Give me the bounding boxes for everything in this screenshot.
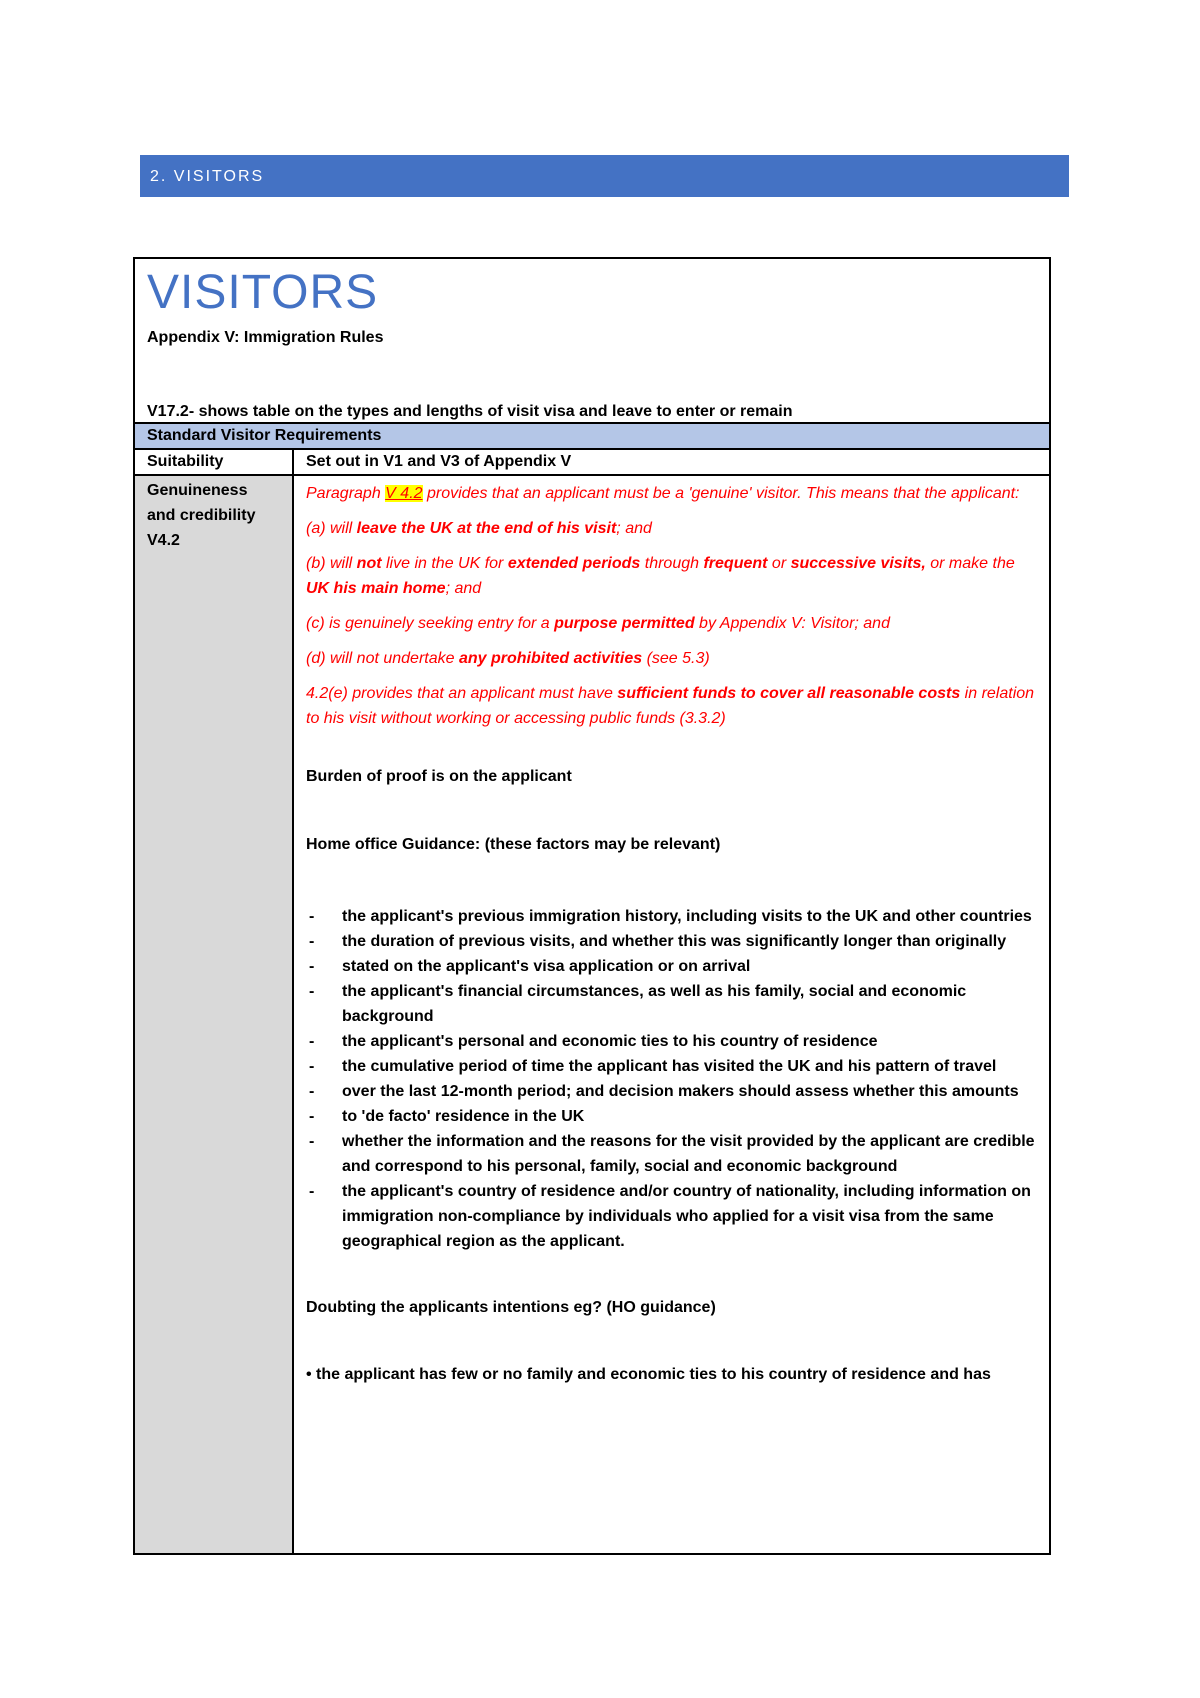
visitors-table: [133, 257, 1051, 1555]
requirement-a: (a) will leave the UK at the end of his visit; and: [306, 520, 652, 537]
standard-visitor-requirements-header: Standard Visitor Requirements: [135, 424, 1049, 450]
list-item: - the applicant's personal and economic ties to his country of residence: [306, 1029, 1037, 1054]
paragraph-intro: Paragraph V 4.2 provides that an applicant must be a 'genuine' visitor. This means that the applicant:: [306, 485, 1020, 502]
burden-of-proof: Burden of proof is on the applicant: [306, 768, 572, 785]
page-title: VISITORS: [147, 266, 379, 319]
list-item: - over the last 12-month period; and decision makers should assess whether this amounts: [306, 1079, 1037, 1104]
doubting-bullet: • the applicant has few or no family and economic ties to his country of residence and has: [306, 1366, 991, 1383]
list-item: - the applicant's financial circumstances, as well as his family, social and economic background: [306, 979, 1037, 1029]
genuineness-label-line: Genuineness: [147, 482, 248, 499]
appendix-heading: Appendix V: Immigration Rules: [147, 329, 384, 346]
doubting-heading: Doubting the applicants intentions eg? (HO guidance): [306, 1299, 716, 1316]
guidance-factors-list: [306, 904, 1037, 1254]
v17-note: V17.2- shows table on the types and lengths of visit visa and leave to enter or remain: [147, 403, 793, 420]
list-item: - the applicant's previous immigration history, including visits to the UK and other countries: [306, 904, 1037, 929]
guidance-heading: Home office Guidance: (these factors may be relevant): [306, 836, 721, 853]
suitability-value: Set out in V1 and V3 of Appendix V: [306, 453, 572, 470]
genuineness-label-line: and credibility: [147, 507, 256, 524]
requirement-e: 4.2(e) provides that an applicant must have sufficient funds to cover all reasonable costs in relation to his visit without working or accessing public funds (3.3.2): [306, 685, 1035, 727]
list-item: - the duration of previous visits, and whether this was significantly longer than originally: [306, 929, 1037, 954]
requirements-text: [306, 481, 1037, 731]
genuineness-row: [135, 476, 1049, 1553]
suitability-label: Suitability: [135, 450, 294, 474]
list-item: - the applicant's country of residence and/or country of nationality, including information on immigration non-compliance by individuals who applied for a visit visa from the same geographical region as the applicant.: [306, 1179, 1037, 1254]
list-item: - to 'de facto' residence in the UK: [306, 1104, 1037, 1129]
genuineness-label: [135, 476, 294, 1553]
requirement-b: (b) will not live in the UK for extended periods through frequent or successive visits, or make the UK his main home; and: [306, 555, 1015, 597]
requirement-c: (c) is genuinely seeking entry for a purpose permitted by Appendix V: Visitor; and: [306, 615, 890, 632]
suitability-row: [135, 450, 1049, 476]
list-item: - the cumulative period of time the applicant has visited the UK and his pattern of travel: [306, 1054, 1037, 1079]
genuineness-label-line: V4.2: [147, 532, 180, 549]
section-banner: 2. VISITORS: [140, 155, 1069, 197]
list-item: - whether the information and the reasons for the visit provided by the applicant are credible and correspond to his personal, family, social and economic background: [306, 1129, 1037, 1179]
requirement-d: (d) will not undertake any prohibited activities (see 5.3): [306, 650, 710, 667]
table-header-cell: [135, 259, 1049, 424]
v42-reference: V 4.2: [385, 485, 423, 502]
list-item: - stated on the applicant's visa application or on arrival: [306, 954, 1037, 979]
genuineness-content: [294, 476, 1049, 1553]
